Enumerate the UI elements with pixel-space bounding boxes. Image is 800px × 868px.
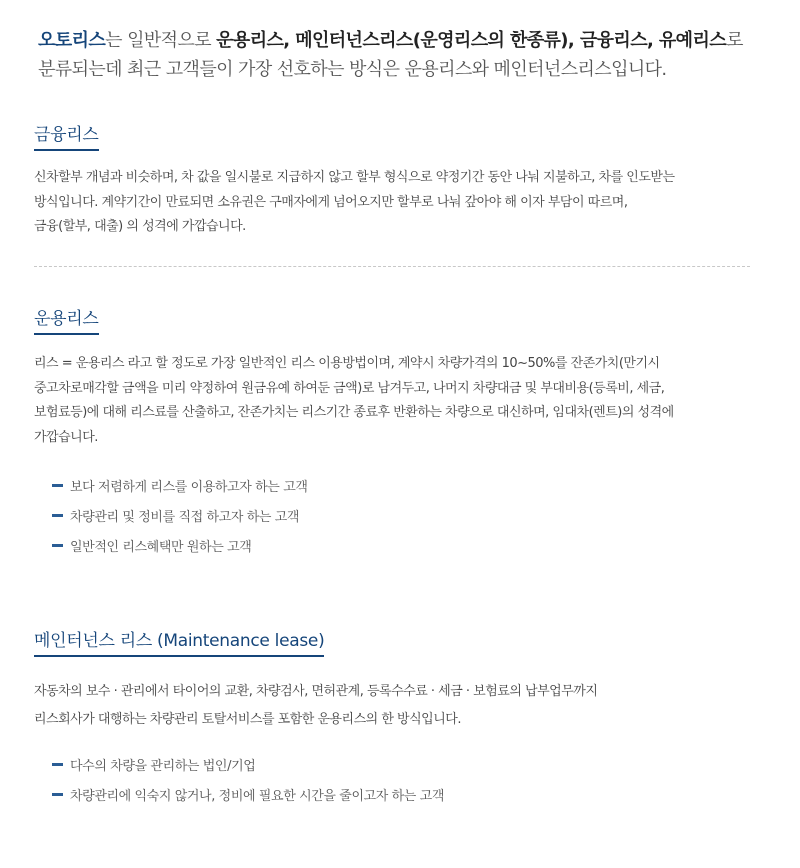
finance-lease-line: 신차할부 개념과 비슷하며, 차 값을 일시불로 지급하지 않고 할부 형식으로 약정기간 동안 나눠 지불하고, 차를 인도받는 xyxy=(34,170,675,185)
finance-lease-description xyxy=(34,166,774,240)
operating-lease-description xyxy=(34,352,774,450)
intro-lease-types: 운용리스, 메인터넌스리스(운영리스의 한종류), 금융리스, 유예리스 xyxy=(216,30,727,51)
list-item xyxy=(52,503,308,533)
list-item xyxy=(52,782,444,812)
finance-lease-title: 금융리스 xyxy=(34,120,99,151)
maintenance-lease-description xyxy=(34,678,774,734)
dash-bullet-icon xyxy=(52,514,63,517)
list-item xyxy=(52,473,308,503)
intro-line-1 xyxy=(38,26,768,55)
operating-lease-title: 운용리스 xyxy=(34,304,99,335)
list-item-label: 차량관리에 익숙지 않거나, 정비에 필요한 시간을 줄이고자 하는 고객 xyxy=(70,789,445,804)
operating-lease-line: 보험료등)에 대해 리스료를 산출하고, 잔존가치는 리스기간 종료후 반환하는 차량으로 대신하며, 임대차(렌트)의 성격에 xyxy=(34,405,674,420)
list-item-label: 일반적인 리스혜택만 원하는 고객 xyxy=(70,540,252,555)
operating-lease-target-list xyxy=(52,473,308,563)
intro-paragraph xyxy=(38,26,768,84)
operating-lease-line: 중고차로매각할 금액을 미리 약정하여 원금유예 하여둔 금액)로 남겨두고, 나머지 차량대금 및 부대비용(등록비, 세금, xyxy=(34,380,665,396)
intro-line-2: 분류되는데 최근 고객들이 가장 선호하는 방식은 운용리스와 메인터넌스리스입니다. xyxy=(38,59,667,80)
dash-bullet-icon xyxy=(52,793,63,796)
maintenance-lease-target-list xyxy=(52,752,444,812)
intro-text-end: 로 xyxy=(726,30,743,51)
list-item xyxy=(52,752,444,782)
maintenance-lease-line: 리스회사가 대행하는 차량관리 토탈서비스를 포함한 운용리스의 한 방식입니다. xyxy=(34,712,461,727)
operating-lease-line: 가깝습니다. xyxy=(34,429,98,445)
dash-bullet-icon xyxy=(52,763,63,766)
intro-text: 는 일반적으로 xyxy=(105,30,217,51)
list-item-label: 차량관리 및 정비를 직접 하고자 하는 고객 xyxy=(70,510,300,525)
dash-bullet-icon xyxy=(52,544,63,547)
maintenance-lease-title: 메인터넌스 리스 (Maintenance lease) xyxy=(34,626,324,657)
maintenance-lease-line: 자동차의 보수 · 관리에서 타이어의 교환, 차량검사, 면허관계, 등록수수료 · 세금 · 보험료의 납부업무까지 xyxy=(34,684,598,699)
list-item-label: 다수의 차량을 관리하는 법인/기업 xyxy=(70,759,256,774)
list-item xyxy=(52,533,308,563)
intro-brand: 오토리스 xyxy=(38,30,106,51)
dash-bullet-icon xyxy=(52,484,63,487)
finance-lease-line: 금융(할부, 대출) 의 성격에 가깝습니다. xyxy=(34,219,246,234)
list-item-label: 보다 저렴하게 리스를 이용하고자 하는 고객 xyxy=(70,480,308,495)
section-divider xyxy=(34,266,750,267)
operating-lease-line: 리스 = 운용리스 라고 할 정도로 가장 일반적인 리스 이용방법이며, 계약시 차량가격의 10~50%를 잔존가치(만기시 xyxy=(34,356,660,371)
finance-lease-line: 방식입니다. 계약기간이 만료되면 소유권은 구매자에게 넘어오지만 할부로 나눠 갚아야 해 이자 부담이 따르며, xyxy=(34,194,628,210)
